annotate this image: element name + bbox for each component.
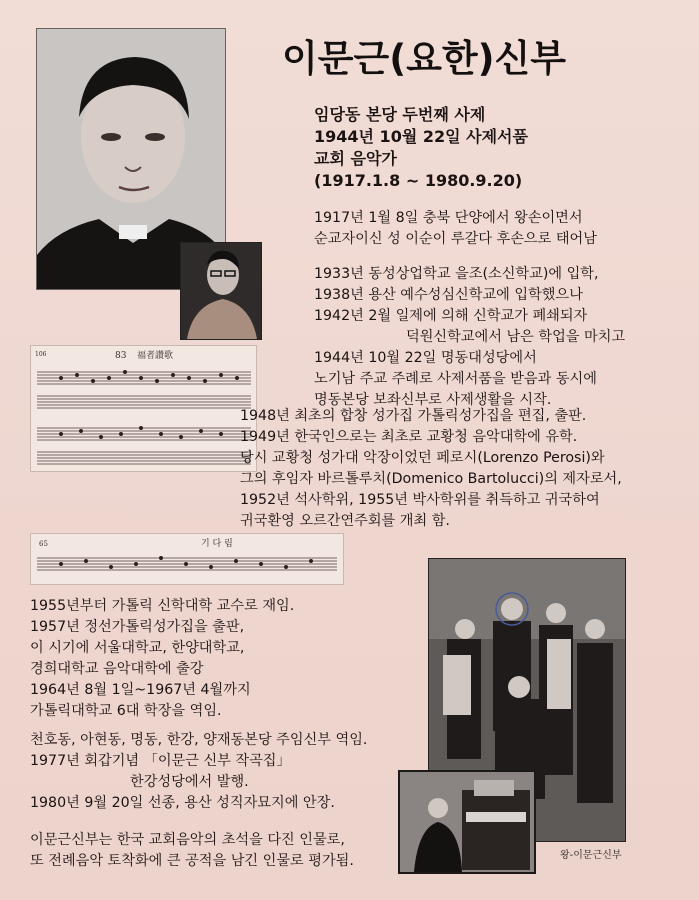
subtitle-line: (1917.1.8 ~ 1980.9.20) [314, 171, 523, 190]
priest-at-organ-image [400, 772, 534, 872]
text-line: 당시 교황청 성가대 악장이었던 페로시(Lorenzo Perosi)와 [240, 450, 605, 466]
text-line: 한강성당에서 발행. [130, 774, 249, 790]
text-line: 1944년 10월 22일 명동대성당에서 [314, 350, 537, 366]
text-line: 1933년 동성상업학교 을조(소신학교)에 입학, [314, 266, 599, 282]
text-line: 1977년 회갑기념 「이문근 신부 작곡집」 [30, 753, 291, 769]
text-line: 경희대학교 음악대학에 출강 [30, 661, 204, 677]
text-line: 1957년 정선가톨릭성가집을 출판, [30, 619, 245, 635]
text-line: 가톨릭대학교 6대 학장을 역임. [30, 703, 222, 719]
text-block-study-abroad [240, 406, 622, 532]
young-priest-image [181, 243, 261, 339]
score1-number: 83 [115, 351, 127, 361]
text-line: 1948년 최초의 합창 성가집 가톨릭성가집을 편집, 출판. [240, 408, 587, 424]
text-line: 덕원신학교에서 남은 학업을 마치고 [406, 329, 626, 345]
score1-page-number: 106 [35, 351, 47, 358]
text-line: 이문근신부는 한국 교회음악의 초석을 다진 인물로, [30, 832, 345, 848]
text-line: 1980년 9월 20일 선종, 용산 성직자묘지에 안장. [30, 795, 335, 811]
text-line: 순교자이신 성 이순이 루갈다 후손으로 태어남 [314, 231, 597, 247]
photo-caption: 왕-이문근신부 [560, 850, 622, 861]
text-block-professor [30, 596, 294, 722]
text-block-legacy [30, 830, 354, 872]
text-line: 이 시기에 서울대학교, 한양대학교, [30, 640, 245, 656]
text-line: 1942년 2월 일제에 의해 신학교가 폐쇄되자 [314, 308, 588, 324]
text-block-parishes [30, 730, 367, 814]
young-priest-photo [180, 242, 262, 340]
score2-title: 기 다 림 [201, 539, 233, 549]
text-line: 1952년 석사학위, 1955년 박사학위를 취득하고 귀국하여 [240, 492, 600, 508]
text-line: 천호동, 아현동, 명동, 한강, 양재동본당 주임신부 역임. [30, 732, 368, 748]
text-line: 1949년 한국인으로는 최초로 교황청 음악대학에 유학. [240, 429, 578, 445]
sheet-music-score-1 [30, 345, 257, 472]
sheet-music-score-2 [30, 533, 344, 585]
music-staff-image-2 [31, 534, 343, 584]
text-block-education [314, 264, 625, 411]
text-line: 그의 후임자 바르톨루치(Domenico Bartolucci)의 제자로서, [240, 471, 622, 487]
organ-photo [398, 770, 536, 874]
text-line: 1938년 용산 예수성심신학교에 입학했으나 [314, 287, 583, 303]
page-title: 이문근(요한)신부 [282, 37, 567, 80]
text-line: 1917년 1월 8일 충북 단양에서 왕손이면서 [314, 210, 583, 226]
text-line: 노기남 주교 주례로 사제서품을 받음과 동시에 [314, 371, 597, 387]
text-line: 1955년부터 가톨릭 신학대학 교수로 재임. [30, 598, 295, 614]
text-line: 귀국환영 오르간연주회를 개최 함. [240, 513, 450, 529]
text-line: 또 전례음악 토착화에 큰 공적을 남긴 인물로 평가됨. [30, 853, 354, 869]
score2-number: 65 [39, 540, 48, 548]
subtitle-block [314, 104, 528, 192]
subtitle-line: 1944년 10월 22일 사제서품 [314, 127, 528, 146]
text-line: 1964년 8월 1일~1967년 4월까지 [30, 682, 251, 698]
score1-title: 福者讚歌 [137, 351, 174, 361]
music-staff-image [31, 346, 256, 471]
text-line: 명동본당 보좌신부로 사제생활을 시작. [314, 392, 552, 408]
subtitle-line: 임당동 본당 두번째 사제 [314, 105, 486, 124]
subtitle-line: 교회 음악가 [314, 149, 397, 168]
text-block-birth [314, 208, 597, 250]
